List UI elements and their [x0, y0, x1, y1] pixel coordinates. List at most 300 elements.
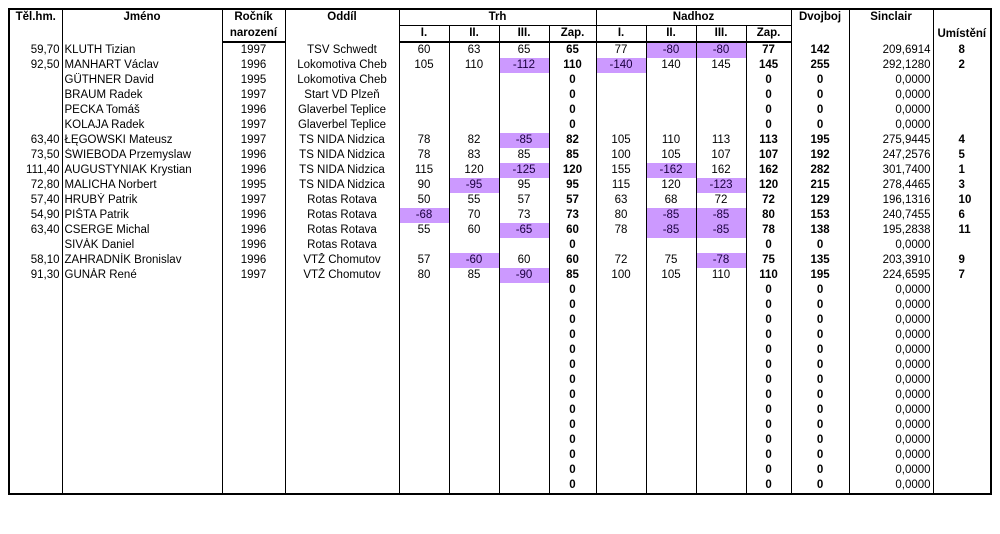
cell-snatch-zap: 85 — [549, 268, 596, 283]
cell-snatch-3: 95 — [499, 178, 549, 193]
cell-snatch-zap: 60 — [549, 223, 596, 238]
cell-snatch-2: 110 — [449, 58, 499, 73]
cell-club: Rotas Rotava — [285, 238, 399, 253]
cell-place — [933, 433, 991, 448]
cell-snatch-2 — [449, 448, 499, 463]
cell-club: Start VD Plzeň — [285, 88, 399, 103]
cell-cj-2 — [646, 463, 696, 478]
cell-total: 142 — [791, 42, 849, 58]
cell-cj-3: -85 — [696, 223, 746, 238]
cell-cj-2 — [646, 118, 696, 133]
cell-place — [933, 448, 991, 463]
cell-total: 0 — [791, 388, 849, 403]
table-row — [9, 268, 991, 283]
cell-snatch-1 — [399, 358, 449, 373]
cell-snatch-2 — [449, 373, 499, 388]
results-body — [9, 42, 991, 494]
cell-cj-zap: 78 — [746, 223, 791, 238]
cell-cj-1: 78 — [596, 223, 646, 238]
table-row — [9, 403, 991, 418]
cell-sinclair: 0,0000 — [849, 478, 933, 494]
cell-total: 0 — [791, 343, 849, 358]
cell-snatch-2 — [449, 343, 499, 358]
cell-snatch-3 — [499, 463, 549, 478]
cell-cj-3 — [696, 478, 746, 494]
header-club: Oddíl — [285, 9, 399, 42]
cell-name — [62, 343, 222, 358]
cell-snatch-3: -65 — [499, 223, 549, 238]
header-year-sub: narození — [222, 26, 285, 43]
cell-sinclair: 0,0000 — [849, 418, 933, 433]
cell-club: Lokomotiva Cheb — [285, 73, 399, 88]
cell-cj-3 — [696, 238, 746, 253]
cell-sinclair: 0,0000 — [849, 73, 933, 88]
cell-body-weight — [9, 328, 62, 343]
cell-snatch-3 — [499, 403, 549, 418]
cell-body-weight: 63,40 — [9, 133, 62, 148]
cell-club — [285, 388, 399, 403]
cell-name: MANHART Václav — [62, 58, 222, 73]
cell-sinclair: 195,2838 — [849, 223, 933, 238]
cell-place — [933, 388, 991, 403]
cell-cj-zap: 0 — [746, 388, 791, 403]
cell-club: Lokomotiva Cheb — [285, 58, 399, 73]
cell-club: VTŽ Chomutov — [285, 253, 399, 268]
cell-cj-zap: 75 — [746, 253, 791, 268]
cell-name: HRUBÝ Patrik — [62, 193, 222, 208]
cell-snatch-2: -60 — [449, 253, 499, 268]
cell-cj-2: 120 — [646, 178, 696, 193]
cell-sinclair: 0,0000 — [849, 238, 933, 253]
cell-body-weight — [9, 118, 62, 133]
cell-sinclair: 196,1316 — [849, 193, 933, 208]
cell-snatch-3: -90 — [499, 268, 549, 283]
cell-snatch-2 — [449, 298, 499, 313]
cell-snatch-zap: 0 — [549, 103, 596, 118]
cell-snatch-3 — [499, 418, 549, 433]
cell-body-weight — [9, 313, 62, 328]
cell-sinclair: 0,0000 — [849, 403, 933, 418]
cell-cj-zap: 72 — [746, 193, 791, 208]
cell-snatch-1: 50 — [399, 193, 449, 208]
cell-body-weight: 91,30 — [9, 268, 62, 283]
cell-cj-3 — [696, 118, 746, 133]
cell-total: 0 — [791, 478, 849, 494]
table-row — [9, 388, 991, 403]
cell-sinclair: 247,2576 — [849, 148, 933, 163]
cell-place — [933, 343, 991, 358]
cell-cj-zap: 0 — [746, 313, 791, 328]
cell-cj-3: -80 — [696, 42, 746, 58]
cell-snatch-1: 90 — [399, 178, 449, 193]
cell-body-weight — [9, 358, 62, 373]
cell-name — [62, 478, 222, 494]
table-row — [9, 448, 991, 463]
cell-cj-2 — [646, 358, 696, 373]
cell-snatch-2 — [449, 463, 499, 478]
cell-place — [933, 313, 991, 328]
cell-cj-1 — [596, 103, 646, 118]
cell-body-weight: 92,50 — [9, 58, 62, 73]
cell-snatch-3 — [499, 433, 549, 448]
cell-snatch-zap: 0 — [549, 403, 596, 418]
cell-club: TS NIDA Nidzica — [285, 163, 399, 178]
cell-sinclair: 292,1280 — [849, 58, 933, 73]
table-row — [9, 343, 991, 358]
cell-snatch-zap: 65 — [549, 42, 596, 58]
cell-body-weight — [9, 373, 62, 388]
cell-snatch-zap: 0 — [549, 388, 596, 403]
cell-year: 1995 — [222, 178, 285, 193]
cell-sinclair: 0,0000 — [849, 388, 933, 403]
cell-total: 0 — [791, 88, 849, 103]
cell-cj-zap: 0 — [746, 88, 791, 103]
table-row — [9, 238, 991, 253]
cell-cj-3: 107 — [696, 148, 746, 163]
cell-name — [62, 388, 222, 403]
cell-total: 0 — [791, 328, 849, 343]
cell-snatch-2 — [449, 328, 499, 343]
cell-cj-1: 72 — [596, 253, 646, 268]
cell-snatch-1 — [399, 433, 449, 448]
cell-year — [222, 343, 285, 358]
cell-body-weight — [9, 448, 62, 463]
cell-snatch-3 — [499, 73, 549, 88]
cell-place: 9 — [933, 253, 991, 268]
cell-snatch-zap: 0 — [549, 313, 596, 328]
cell-sinclair: 209,6914 — [849, 42, 933, 58]
cell-place — [933, 118, 991, 133]
cell-snatch-1 — [399, 283, 449, 298]
cell-snatch-zap: 57 — [549, 193, 596, 208]
cell-cj-2 — [646, 313, 696, 328]
cell-snatch-2: 60 — [449, 223, 499, 238]
cell-year: 1996 — [222, 103, 285, 118]
cell-snatch-zap: 0 — [549, 283, 596, 298]
cell-snatch-3: 73 — [499, 208, 549, 223]
cell-body-weight — [9, 73, 62, 88]
table-row — [9, 103, 991, 118]
cell-name: PECKA Tomáš — [62, 103, 222, 118]
cell-body-weight — [9, 88, 62, 103]
cell-snatch-zap: 85 — [549, 148, 596, 163]
cell-club — [285, 343, 399, 358]
cell-year — [222, 328, 285, 343]
header-snatch-3: III. — [499, 26, 549, 43]
cell-club: Rotas Rotava — [285, 193, 399, 208]
cell-cj-3 — [696, 73, 746, 88]
cell-cj-zap: 0 — [746, 118, 791, 133]
cell-body-weight: 58,10 — [9, 253, 62, 268]
cell-snatch-zap: 60 — [549, 253, 596, 268]
cell-club: Glaverbel Teplice — [285, 118, 399, 133]
table-row — [9, 283, 991, 298]
cell-cj-zap: 77 — [746, 42, 791, 58]
cell-snatch-zap: 95 — [549, 178, 596, 193]
cell-snatch-1 — [399, 403, 449, 418]
cell-name: GUNÁR René — [62, 268, 222, 283]
cell-cj-3: 145 — [696, 58, 746, 73]
cell-name: PIŠTA Patrik — [62, 208, 222, 223]
cell-place: 11 — [933, 223, 991, 238]
cell-cj-1 — [596, 343, 646, 358]
cell-total: 0 — [791, 358, 849, 373]
cell-year — [222, 373, 285, 388]
header-name: Jméno — [62, 9, 222, 42]
cell-snatch-3 — [499, 478, 549, 494]
cell-body-weight — [9, 103, 62, 118]
cell-body-weight: 63,40 — [9, 223, 62, 238]
table-row — [9, 298, 991, 313]
cell-name: ŚWIEBODA Przemyslaw — [62, 148, 222, 163]
cell-name — [62, 448, 222, 463]
cell-cj-3 — [696, 328, 746, 343]
cell-snatch-1 — [399, 298, 449, 313]
table-row — [9, 148, 991, 163]
cell-snatch-2: 83 — [449, 148, 499, 163]
cell-snatch-zap: 120 — [549, 163, 596, 178]
cell-cj-3: -123 — [696, 178, 746, 193]
cell-sinclair: 203,3910 — [849, 253, 933, 268]
cell-cj-1: 155 — [596, 163, 646, 178]
cell-year: 1996 — [222, 148, 285, 163]
cell-body-weight — [9, 343, 62, 358]
cell-cj-3: 72 — [696, 193, 746, 208]
cell-cj-2: 140 — [646, 58, 696, 73]
cell-snatch-3 — [499, 343, 549, 358]
cell-name — [62, 283, 222, 298]
cell-body-weight — [9, 418, 62, 433]
cell-snatch-1 — [399, 448, 449, 463]
cell-place — [933, 88, 991, 103]
cell-cj-3 — [696, 373, 746, 388]
cell-snatch-3: -85 — [499, 133, 549, 148]
table-row — [9, 42, 991, 58]
cell-place: 5 — [933, 148, 991, 163]
cell-sinclair: 224,6595 — [849, 268, 933, 283]
header-sinclair: Sinclair — [849, 9, 933, 42]
cell-snatch-1 — [399, 73, 449, 88]
cell-total: 282 — [791, 163, 849, 178]
cell-body-weight — [9, 463, 62, 478]
cell-sinclair: 0,0000 — [849, 283, 933, 298]
cell-cj-1: -140 — [596, 58, 646, 73]
cell-club — [285, 313, 399, 328]
cell-cj-3: 113 — [696, 133, 746, 148]
cell-club — [285, 433, 399, 448]
cell-snatch-1: 55 — [399, 223, 449, 238]
cell-total: 0 — [791, 103, 849, 118]
cell-cj-zap: 0 — [746, 103, 791, 118]
cell-total: 192 — [791, 148, 849, 163]
cell-club: Rotas Rotava — [285, 208, 399, 223]
cell-name: MALICHA Norbert — [62, 178, 222, 193]
cell-cj-1 — [596, 373, 646, 388]
cell-snatch-2 — [449, 478, 499, 494]
cell-year — [222, 388, 285, 403]
cell-name — [62, 328, 222, 343]
cell-name: CSERGE Michal — [62, 223, 222, 238]
cell-snatch-3 — [499, 313, 549, 328]
table-row — [9, 253, 991, 268]
cell-snatch-zap: 0 — [549, 298, 596, 313]
cell-sinclair: 0,0000 — [849, 313, 933, 328]
table-row — [9, 433, 991, 448]
cell-total: 215 — [791, 178, 849, 193]
table-row — [9, 193, 991, 208]
cell-sinclair: 0,0000 — [849, 103, 933, 118]
cell-snatch-2 — [449, 358, 499, 373]
cell-snatch-3: 65 — [499, 42, 549, 58]
cell-sinclair: 0,0000 — [849, 373, 933, 388]
table-row — [9, 73, 991, 88]
cell-snatch-2: 85 — [449, 268, 499, 283]
cell-club — [285, 478, 399, 494]
cell-cj-zap: 0 — [746, 283, 791, 298]
header-cj-3: III. — [696, 26, 746, 43]
cell-club: Rotas Rotava — [285, 223, 399, 238]
cell-year — [222, 313, 285, 328]
cell-cj-2: 110 — [646, 133, 696, 148]
cell-cj-2 — [646, 403, 696, 418]
cell-snatch-2 — [449, 313, 499, 328]
table-row — [9, 478, 991, 494]
cell-snatch-2: 120 — [449, 163, 499, 178]
cell-cj-2 — [646, 433, 696, 448]
cell-cj-zap: 162 — [746, 163, 791, 178]
cell-cj-1: 80 — [596, 208, 646, 223]
cell-cj-zap: 0 — [746, 433, 791, 448]
cell-total: 0 — [791, 118, 849, 133]
cell-cj-zap: 0 — [746, 448, 791, 463]
cell-year: 1996 — [222, 163, 285, 178]
cell-place — [933, 328, 991, 343]
cell-body-weight — [9, 238, 62, 253]
cell-snatch-3 — [499, 238, 549, 253]
cell-cj-1 — [596, 238, 646, 253]
table-row — [9, 178, 991, 193]
cell-cj-3 — [696, 433, 746, 448]
cell-total: 0 — [791, 463, 849, 478]
cell-sinclair: 278,4465 — [849, 178, 933, 193]
cell-total: 153 — [791, 208, 849, 223]
cell-club: TSV Schwedt — [285, 42, 399, 58]
cell-snatch-1 — [399, 313, 449, 328]
cell-snatch-zap: 0 — [549, 343, 596, 358]
cell-cj-2 — [646, 388, 696, 403]
cell-cj-zap: 0 — [746, 373, 791, 388]
cell-club: TS NIDA Nidzica — [285, 148, 399, 163]
cell-total: 0 — [791, 433, 849, 448]
cell-place — [933, 73, 991, 88]
cell-snatch-3 — [499, 328, 549, 343]
cell-club — [285, 298, 399, 313]
cell-total: 195 — [791, 133, 849, 148]
cell-cj-2 — [646, 343, 696, 358]
cell-sinclair: 0,0000 — [849, 88, 933, 103]
cell-cj-2 — [646, 283, 696, 298]
cell-cj-2 — [646, 373, 696, 388]
table-row — [9, 418, 991, 433]
cell-club — [285, 418, 399, 433]
cell-club — [285, 328, 399, 343]
cell-snatch-zap: 73 — [549, 208, 596, 223]
cell-cj-1 — [596, 388, 646, 403]
cell-cj-1 — [596, 463, 646, 478]
table-row — [9, 118, 991, 133]
cell-cj-1 — [596, 298, 646, 313]
cell-year — [222, 283, 285, 298]
cell-body-weight: 111,40 — [9, 163, 62, 178]
cell-cj-3 — [696, 418, 746, 433]
cell-snatch-2 — [449, 73, 499, 88]
cell-club — [285, 403, 399, 418]
cell-year: 1997 — [222, 193, 285, 208]
cell-snatch-1 — [399, 388, 449, 403]
table-row — [9, 88, 991, 103]
cell-total: 138 — [791, 223, 849, 238]
cell-cj-3 — [696, 103, 746, 118]
cell-sinclair: 0,0000 — [849, 433, 933, 448]
cell-year: 1997 — [222, 268, 285, 283]
cell-sinclair: 0,0000 — [849, 463, 933, 478]
cell-sinclair: 0,0000 — [849, 358, 933, 373]
cell-club — [285, 463, 399, 478]
cell-year: 1997 — [222, 88, 285, 103]
cell-snatch-zap: 0 — [549, 73, 596, 88]
cell-snatch-1 — [399, 343, 449, 358]
header-place: Umístění — [933, 9, 991, 42]
cell-sinclair: 0,0000 — [849, 343, 933, 358]
cell-cj-1: 105 — [596, 133, 646, 148]
cell-snatch-2 — [449, 418, 499, 433]
cell-body-weight — [9, 478, 62, 494]
cell-year: 1996 — [222, 253, 285, 268]
cell-body-weight: 72,80 — [9, 178, 62, 193]
cell-snatch-zap: 0 — [549, 448, 596, 463]
cell-snatch-3 — [499, 298, 549, 313]
cell-year — [222, 298, 285, 313]
cell-name — [62, 313, 222, 328]
cell-place: 6 — [933, 208, 991, 223]
cell-snatch-zap: 0 — [549, 328, 596, 343]
cell-club — [285, 373, 399, 388]
cell-year — [222, 478, 285, 494]
cell-snatch-zap: 0 — [549, 418, 596, 433]
cell-cj-zap: 80 — [746, 208, 791, 223]
cell-cj-zap: 0 — [746, 73, 791, 88]
cell-cj-zap: 0 — [746, 238, 791, 253]
cell-place: 3 — [933, 178, 991, 193]
cell-cj-zap: 120 — [746, 178, 791, 193]
cell-snatch-zap: 110 — [549, 58, 596, 73]
cell-cj-1 — [596, 478, 646, 494]
cell-snatch-2 — [449, 283, 499, 298]
cell-snatch-3: 60 — [499, 253, 549, 268]
cell-snatch-1 — [399, 463, 449, 478]
table-row — [9, 58, 991, 73]
cell-place — [933, 283, 991, 298]
cell-name: ŁĘGOWSKI Mateusz — [62, 133, 222, 148]
cell-cj-1 — [596, 448, 646, 463]
cell-snatch-1 — [399, 328, 449, 343]
cell-cj-2 — [646, 328, 696, 343]
cell-year — [222, 463, 285, 478]
cell-snatch-zap: 0 — [549, 373, 596, 388]
table-row — [9, 358, 991, 373]
cell-cj-1 — [596, 283, 646, 298]
cell-name — [62, 403, 222, 418]
